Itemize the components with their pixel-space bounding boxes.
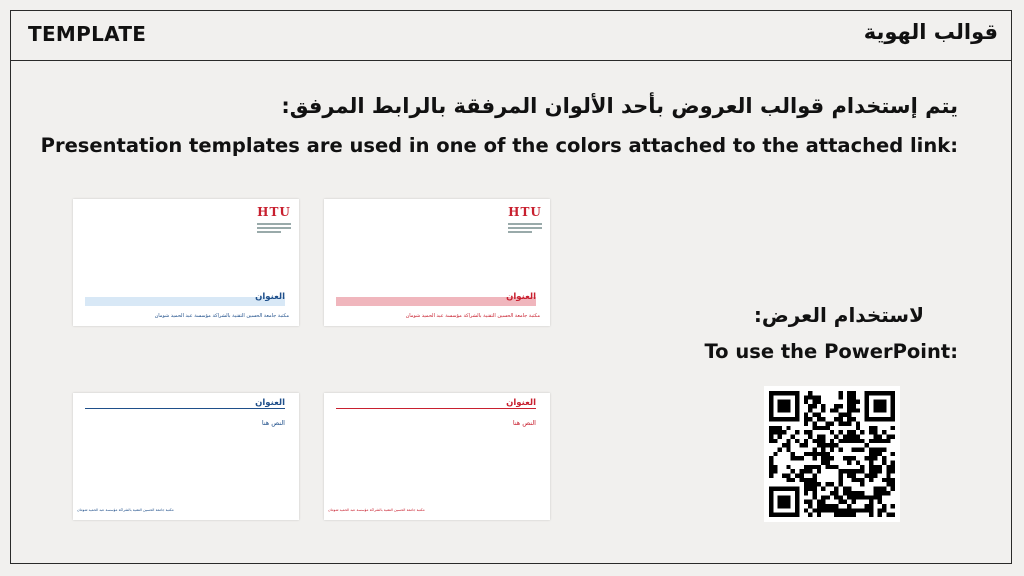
template-thumbnail-blue-cover[interactable] bbox=[73, 199, 299, 326]
logo-subtext bbox=[508, 221, 542, 241]
use-label-ar: لاستخدام العرض: bbox=[753, 303, 924, 327]
qr-modules bbox=[769, 391, 895, 517]
template-title: العنوان bbox=[255, 292, 285, 302]
template-footer: مكتبة جامعة الحسين التقنية بالشراكة مؤسسة عبد الحميد شومان bbox=[77, 508, 174, 512]
template-body: النص هنا bbox=[512, 419, 536, 427]
template-footer: مكتبة جامعة الحسين التقنية بالشراكة مؤسسة عبد الحميد شومان bbox=[328, 508, 425, 512]
use-label-en: To use the PowerPoint: bbox=[704, 340, 958, 363]
template-body: النص هنا bbox=[261, 419, 285, 427]
htu-logo: HTU bbox=[508, 205, 542, 219]
qr-code-graphic bbox=[769, 391, 895, 517]
template-title: العنوان bbox=[506, 292, 536, 302]
title-rule bbox=[85, 408, 285, 409]
header-title-en: TEMPLATE bbox=[28, 22, 147, 46]
title-rule bbox=[336, 408, 536, 409]
template-title: العنوان bbox=[255, 398, 285, 408]
header-divider bbox=[10, 60, 1012, 61]
intro-text-en: Presentation templates are used in one of the colors attached to the attached link: bbox=[40, 134, 958, 157]
htu-logo: HTU bbox=[257, 205, 291, 219]
template-thumbnail-red-cover[interactable] bbox=[324, 199, 550, 326]
template-thumbnail-red-content[interactable] bbox=[324, 393, 550, 520]
qr-code-icon[interactable] bbox=[764, 386, 900, 522]
template-thumbnail-blue-content[interactable] bbox=[73, 393, 299, 520]
intro-text-ar: يتم إستخدام قوالب العروض بأحد الألوان المرفقة بالرابط المرفق: bbox=[281, 94, 958, 118]
logo-subtext bbox=[257, 221, 291, 241]
template-title: العنوان bbox=[506, 398, 536, 408]
template-subtitle: مكتبة جامعة الحسين التقنية بالشراكة مؤسسة عبد الحميد شومان bbox=[405, 313, 540, 319]
template-subtitle: مكتبة جامعة الحسين التقنية بالشراكة مؤسسة عبد الحميد شومان bbox=[154, 313, 289, 319]
header-title-ar: قوالب الهوية bbox=[863, 20, 998, 44]
